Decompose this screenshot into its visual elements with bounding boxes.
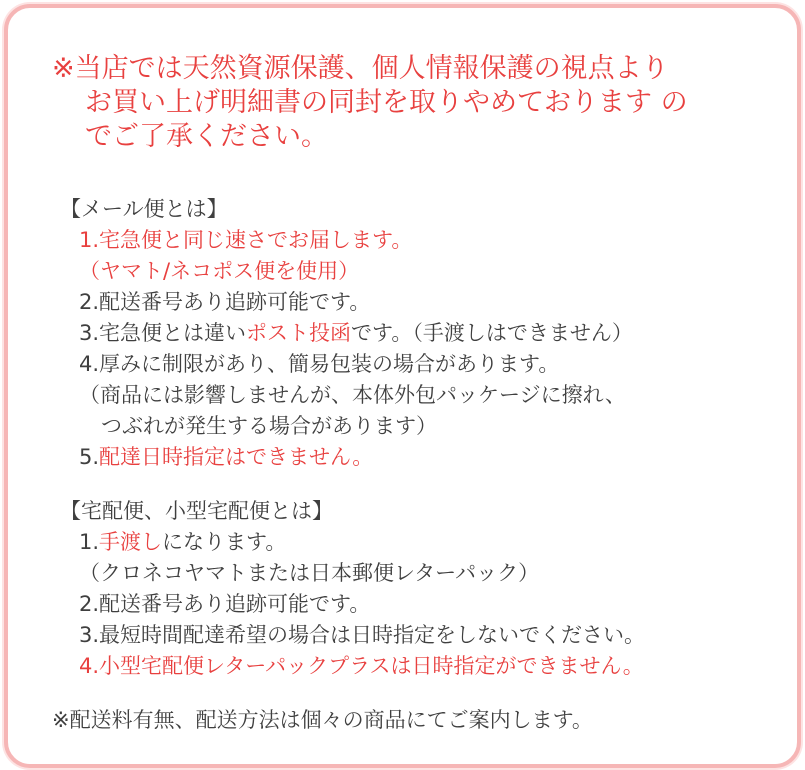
takuhai-item-2: 2.配送番号あり追跡可能です。 xyxy=(79,592,371,616)
mail-item-5-highlight: 配達日時指定はできません。 xyxy=(99,445,374,469)
mail-item-3-highlight: ポスト投函 xyxy=(246,321,352,345)
mail-item-4-sub-2: つぶれが発生する場合があります） xyxy=(101,414,437,438)
notice-line-2: お買い上げ明細書の同封を取りやめております の xyxy=(85,87,688,118)
takuhai-item-1-sub: （クロネコヤマトまたは日本郵便レターパック） xyxy=(79,561,540,585)
notice-line-1: ※当店では天然資源保護、個人情報保護の視点より xyxy=(52,53,669,84)
takuhai-item-1-highlight: 手渡し xyxy=(99,530,163,554)
footer-note: ※配送料有無、配送方法は個々の商品にてご案内します。 xyxy=(52,708,593,732)
takuhai-item-3: 3.最短時間配達希望の場合は日時指定をしないでください。 xyxy=(79,623,646,647)
notice-line-3: でご了承ください。 xyxy=(85,121,328,152)
takuhai-section-heading: 【宅配便、小型宅配便とは】 xyxy=(60,499,333,523)
mail-section-heading: 【メール便とは】 xyxy=(60,197,228,221)
mail-item-1: 1.宅急便と同じ速さでお届します。 xyxy=(79,228,413,252)
takuhai-item-1-post: になります。 xyxy=(162,530,287,554)
takuhai-item-4: 4.小型宅配便レターパックプラスは日時指定ができません。 xyxy=(79,654,644,678)
mail-item-3 xyxy=(79,319,633,347)
takuhai-item-1-number: 1. xyxy=(79,530,100,554)
mail-item-3-post: です。（手渡しはできません） xyxy=(351,321,633,345)
mail-item-2: 2.配送番号あり追跡可能です。 xyxy=(79,290,371,314)
mail-item-5 xyxy=(79,443,373,471)
mail-item-4-sub-1: （商品には影響しませんが、本体外包パッケージに擦れ、 xyxy=(79,383,626,407)
mail-item-1-sub: （ヤマト/ネコポス便を使用） xyxy=(79,259,360,283)
mail-item-3-pre: 3.宅急便とは違い xyxy=(79,321,247,345)
takuhai-item-1 xyxy=(79,528,286,556)
mail-item-4: 4.厚みに制限があり、簡易包装の場合があります。 xyxy=(79,352,560,376)
mail-item-5-number: 5. xyxy=(79,445,100,469)
